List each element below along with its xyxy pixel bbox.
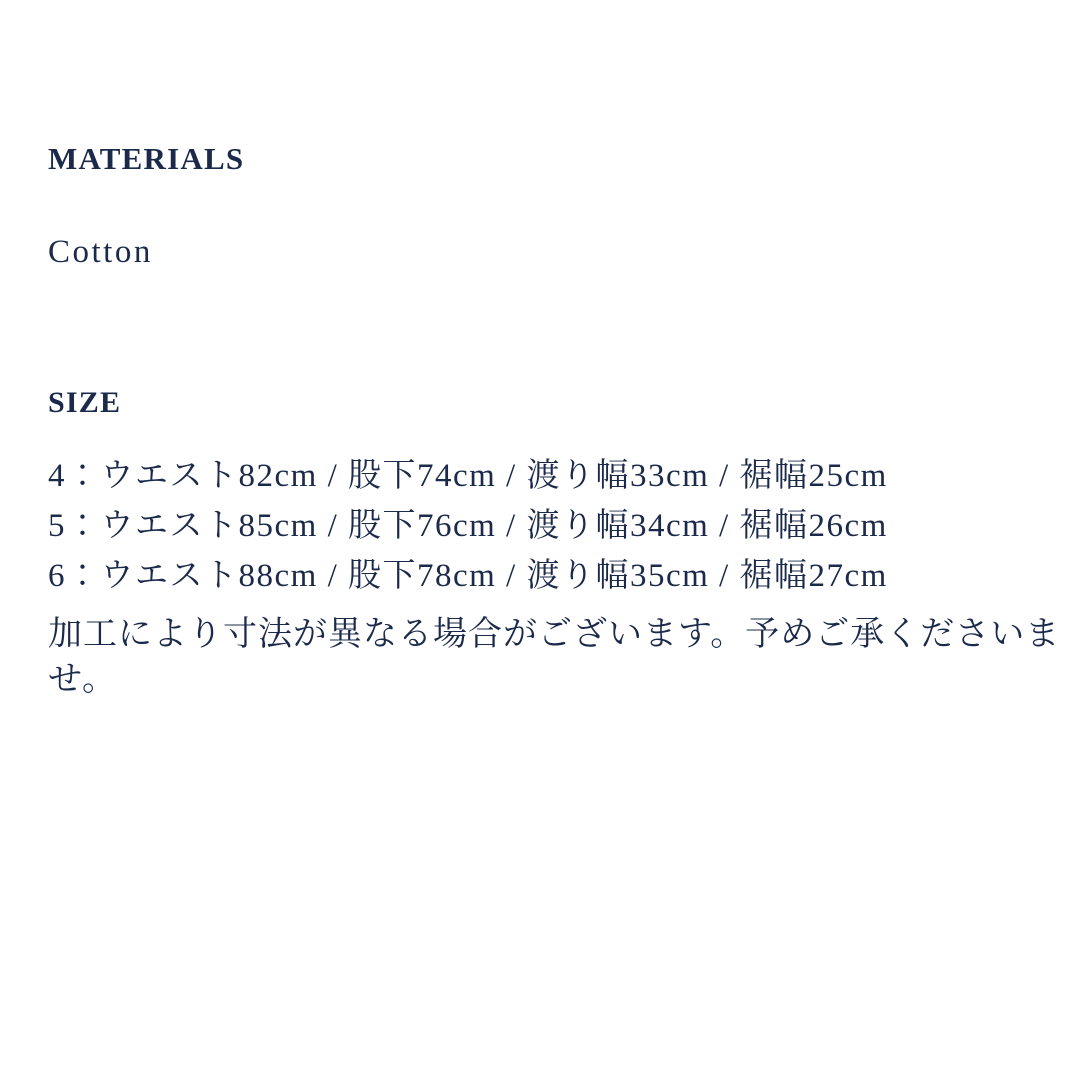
- list-item: 5：ウエスト85cm / 股下76cm / 渡り幅34cm / 裾幅26cm: [48, 508, 888, 545]
- materials-heading: MATERIALS: [48, 141, 245, 176]
- size-disclaimer-note: 加工により寸法が異なる場合がございます。予めご承くださいませ。: [48, 616, 1061, 699]
- list-item: 4：ウエスト82cm / 股下74cm / 渡り幅33cm / 裾幅25cm: [48, 457, 888, 494]
- materials-value: Cotton: [48, 234, 153, 271]
- size-list: [48, 455, 1040, 598]
- list-item: 6：ウエスト88cm / 股下78cm / 渡り幅35cm / 裾幅27cm: [48, 558, 888, 595]
- size-heading: SIZE: [48, 385, 122, 419]
